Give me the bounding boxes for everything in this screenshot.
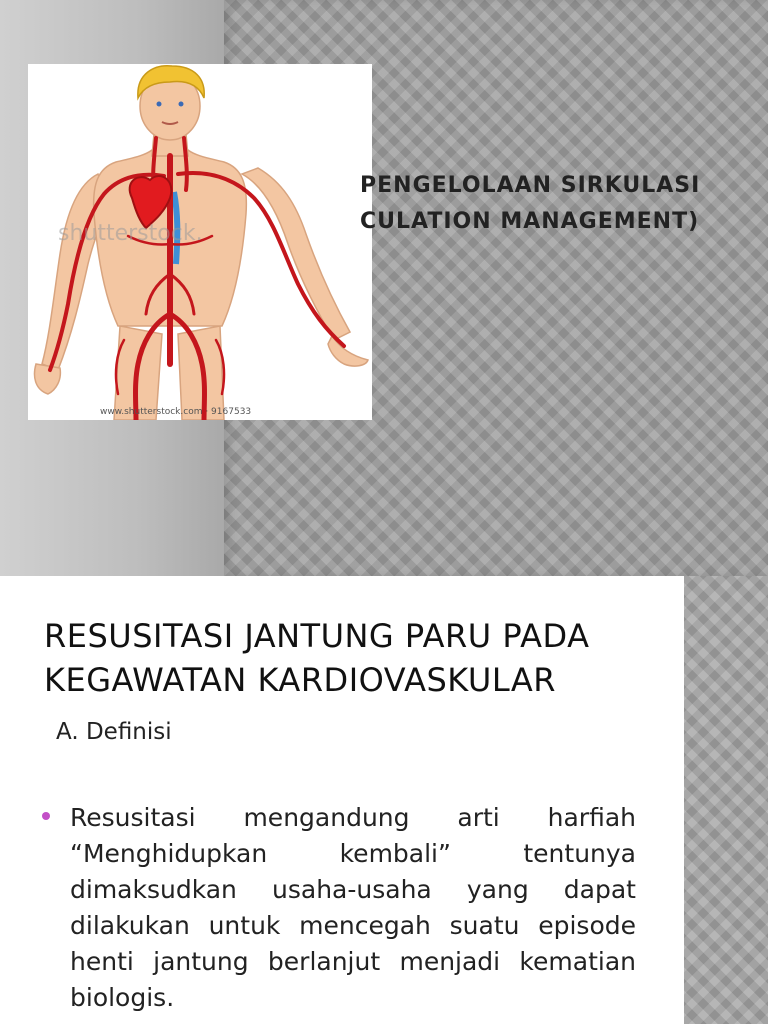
slide-1-title-line-2: CULATION MANAGEMENT) (360, 209, 700, 234)
image-caption: www.shutterstock.com · 9167533 (100, 407, 252, 417)
definition-paragraph (70, 800, 636, 1016)
paragraph-line: Resusitasi mengandung arti harfiah (70, 803, 636, 832)
paragraph-line: biologis. (70, 983, 175, 1012)
slide-2-heading-line-2: KEGAWATAN KARDIOVASKULAR (44, 661, 557, 699)
paragraph-line: “Menghidupkan kembali” tentunya (70, 839, 636, 868)
slide-2-heading (44, 614, 674, 702)
paragraph-line: dimaksudkan usaha-usaha yang dapat (70, 875, 636, 904)
circulatory-system-illustration (28, 64, 372, 420)
slide-2-heading-line-1: RESUSITASI JANTUNG PARU PADA (44, 617, 590, 655)
slide-1-title (360, 168, 740, 240)
slide-2-pattern-strip (684, 576, 768, 1024)
bullet-dot-icon (42, 812, 50, 820)
slide-1-title-line-1: PENGELOLAAN SIRKULASI (360, 173, 701, 198)
circulatory-system-svg (28, 64, 372, 420)
paragraph-line: dilakukan untuk mencegah suatu episode (70, 911, 636, 940)
definition-subheading: A. Definisi (56, 719, 172, 745)
slide-2 (0, 576, 768, 1024)
paragraph-line: henti jantung berlanjut menjadi kematian (70, 947, 636, 976)
watermark-text: shutterstock. (58, 221, 203, 246)
